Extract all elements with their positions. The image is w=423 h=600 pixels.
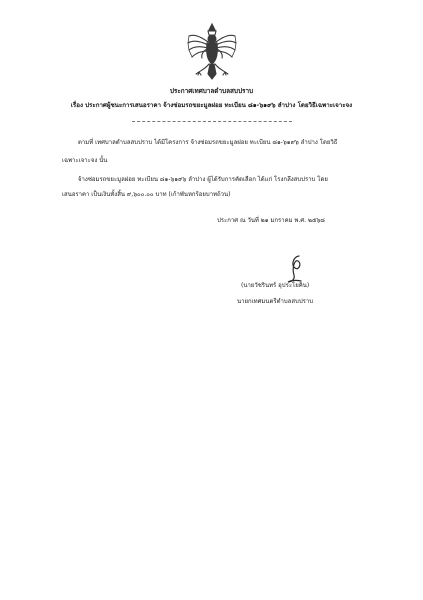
signer-name: (นายวัชรินทร์ อุประโยคิน)	[241, 282, 310, 289]
organization-title: ประกาศเทศบาลตำบลสบปราบ	[169, 87, 254, 95]
paragraph-2-line-2: เสนอราคา เป็นเงินทั้งสิ้น ๙,๖๐๐.๐๐ บาท (เก้าพันหกร้อยบาทถ้วน)	[62, 191, 231, 198]
garuda-emblem-icon	[186, 22, 238, 82]
separator-line	[132, 121, 292, 122]
announcement-date: ประกาศ ณ วันที่ ๒๑ มกราคม พ.ศ. ๒๕๖๘	[217, 217, 325, 224]
paragraph-1-line-1: ตามที่ เทศบาลตำบลสบปราบ ได้มีโครงการ จ้างซ่อมรถขยะมูลฝอย ทะเบียน ๘๑-๖๑๙๖ ลำปาง โดยวิธี	[78, 139, 338, 146]
document-subject: เรื่อง ประกาศผู้ชนะการเสนอราคา จ้างซ่อมรถขยะมูลฝอย ทะเบียน ๘๑-๖๑๙๖ ลำปาง โดยวิธีเฉพาะเจาะจง	[70, 102, 353, 109]
paragraph-1-line-2: เฉพาะเจาะจง นั้น	[62, 157, 108, 164]
signer-title: นายกเทศมนตรีตำบลสบปราบ	[237, 298, 314, 305]
paragraph-2-line-1: จ้างซ่อมรถขยะมูลฝอย ทะเบียน ๘๑-๖๑๙๖ ลำปาง ผู้ได้รับการคัดเลือก ได้แก่ โรงกลึงสบปราบ โดย	[78, 176, 328, 183]
